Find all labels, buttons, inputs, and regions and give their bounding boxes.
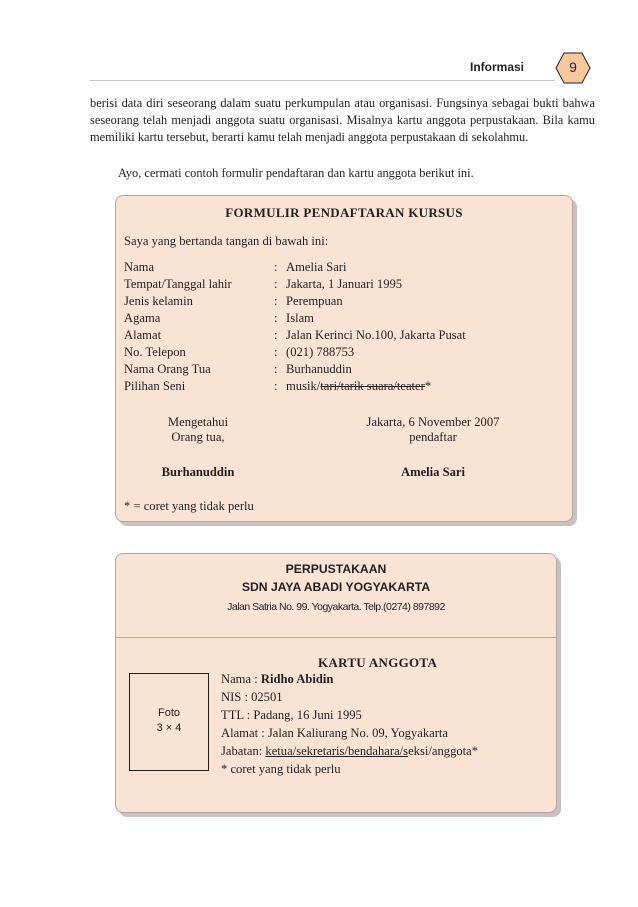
library-name: PERPUSTAKAAN [285,562,387,576]
library-card [115,553,557,813]
form-colon: : [274,294,278,308]
card-row-alamat: Alamat : Jalan Kaliurang No. 09, Yogyakarta [221,726,448,740]
form-intro: Saya yang bertanda tangan di bawah ini: [124,234,329,248]
intro-paragraph: berisi data diri seseorang dalam suatu perkumpulan atau organisasi. Fungsinya sebagai bukti bahwa seseorang telah menjadi anggota suatu organisasi. Misalnya kartu anggota perpustakaan. Bila kamu memiliki kartu tersebut, berarti kamu telah menjadi anggota perpustakaan di sekolahmu. [90,96,595,144]
form-label: Pilihan Seni [124,379,186,393]
signature-caption: Mengetahui [167,415,229,429]
form-colon: : [274,260,278,274]
form-label: Agama [124,311,161,325]
parent-signature-block [138,415,258,480]
registration-form [115,195,573,522]
jabatan-struck: ketua/sekretaris/bendahara/s [265,744,409,758]
card-divider [116,637,556,638]
signature-name: Burhanuddin [161,465,235,479]
form-value [286,379,431,394]
intro-instruction: Ayo, cermati contoh formulir pendaftaran dan kartu anggota berikut ini. [118,166,474,180]
card-footnote: * coret yang tidak perlu [221,762,341,776]
photo-size: 3 × 4 [156,722,182,734]
form-label: Jenis kelamin [124,294,193,308]
header-rule [90,80,555,81]
form-value: Jakarta, 1 Januari 1995 [286,277,403,291]
photo-placeholder [129,673,209,771]
form-label: Nama Orang Tua [124,362,211,376]
art-choice-kept: musik/ [286,379,321,393]
form-label: Nama [124,260,155,274]
form-colon: : [274,345,278,359]
form-colon: : [274,362,278,376]
applicant-signature-block [348,415,518,480]
form-value: Jalan Kerinci No.100, Jakarta Pusat [286,328,466,342]
card-row-jabatan [221,744,478,759]
card-label: Nama : [221,672,261,686]
signature-name: Amelia Sari [400,465,465,479]
form-value: Perempuan [286,294,343,308]
section-label: Informasi [470,60,525,74]
school-name: SDN JAYA ABADI YOGYAKARTA [241,580,431,594]
signature-role: Orang tua, [171,430,225,444]
form-label: No. Telepon [124,345,186,359]
form-title: FORMULIR PENDAFTARAN KURSUS [225,205,463,220]
signature-place-date: Jakarta, 6 November 2007 [366,415,500,429]
form-value: (021) 788753 [286,345,355,359]
photo-label: Foto [157,707,180,719]
card-row-nama [221,672,333,687]
library-address: Jalan Satria No. 99. Yogyakarta. Telp.(0274) 897892 [227,601,445,613]
member-name: Ridho Abidin [260,672,334,686]
jabatan-rest: eksi/anggota* [408,744,479,758]
card-label: Jabatan: [221,744,266,758]
form-colon: : [274,311,278,325]
page-number: 9 [569,59,577,75]
form-colon: : [274,379,278,393]
form-colon: : [274,328,278,342]
form-label: Alamat [124,328,162,342]
asterisk-mark: * [424,379,432,393]
form-value: Burhanuddin [286,362,352,376]
form-value: Islam [286,311,314,325]
form-footnote: * = coret yang tidak perlu [124,499,254,513]
art-choice-struck: tari/tarik suara/teater [320,379,425,393]
card-row-nis: NIS : 02501 [221,690,283,704]
form-value: Amelia Sari [286,260,347,274]
form-colon: : [274,277,278,291]
form-label: Tempat/Tanggal lahir [124,277,232,291]
signature-role: pendaftar [409,430,457,444]
card-title: KARTU ANGGOTA [318,655,438,670]
card-row-ttl: TTL : Padang, 16 Juni 1995 [221,708,362,722]
